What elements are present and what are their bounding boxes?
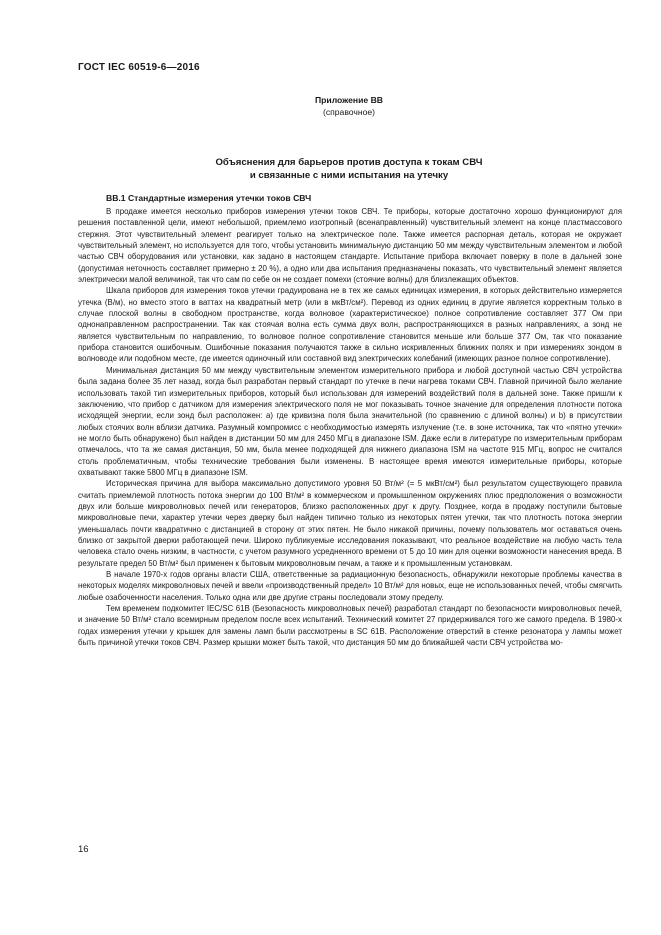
paragraph: В продаже имеется несколько приборов измерения утечки токов СВЧ. Те приборы, которые достаточно хорошо функционируют для решения поставленной цели, имеют небольшой, приемлемо изотропный (всенаправленный) чувствительный элемент на конце пластмассового стержня. Этот чувствительный элемент реагирует только на электрическое поле. Также имеется распорная деталь, которая не окружает чувствительный элемент, но используется для того, чтобы установить минимальную дистанцию 50 мм между чувствительным элементом и любой частью СВЧ оборудования или установки, как задано в настоящем стандарте. Испытание прибора включает поверку в поле в дальней зоне (допустимая неточность составляет примерно ± 20 %), а одно или два испытания предназначены показать, что чувствительный элемент является электрически малой величиной, так что сам по себе он не создает помехи (стоячие волны) для близлежащих объектов. (78, 207, 622, 285)
annex-title: Приложение ВВ (314, 95, 383, 105)
paragraph: Минимальная дистанция 50 мм между чувствительным элементом измерительного прибора и любой доступной частью СВЧ устройства была задана более 35 лет назад, когда был разработан первый стандарт по утечке в печи нагрева токами СВЧ. Главной причиной было желание использовать такой тип измерительных приборов, который был использован для измерений воздействий поля в дальней зоне. Также пришли к заключению, что прибор с датчиком для измерения электрического поля не мог показывать точное значение для определения плотности потока исходящей энергии, если зонд был расположен: a) где кривизна поля была значительной (по сравнению с длиной волны) и b) в присутствии любых стоячих волн вблизи датчика. Разумный компромисс с необходимостью измерять излучение (т.е. в зоне источника, так что «пятно утечки» не могло быть обнаружено) был найден в дистанции 50 мм для 2450 МГц в диапазоне ISM. Даже если в литературе по измерительным приборам отмечалось, что та же самая дистанция, 50 мм, была менее подходящей для нижнего диапазона ISM на частоте 915 МГц, вопрос не считался столь проблематичным, чтобы технические требования были изменены. В настоящее время имеются измерительные приборы, которые охватывают также 5800 МГц в диапазоне ISM. (78, 365, 622, 477)
paragraph: Историческая причина для выбора максимально допустимого уровня 50 Вт/м² (= 5 мкВт/см²) был результатом существующего правила считать приемлемой плотность потока энергии до 100 Вт/м² в коммерческом и промышленном окружениях плюс предположения о возможности двух или больше микроволновых печей или генераторов, близко расположенных друг к другу. Позднее, когда в продажу поступили бытовые микроволновые печи, характер утечки через дверку был найден типично только из некоторых пятен утечки, так что плотность потока энергии уменьшалась почти квадратично с дистанцией в сторону от этих пятен. Не было никакой причины, почему пользователь мог оставаться очень близко от закрытой дверки работающей печи. Широко публикуемые исследования показывают, что реальное воздействие на любую часть тела человека стало очень низким, в частности, с учетом разумного усредненного времени от 5 до 10 мин для оценки возможности нанесения вреда. В результате предел 50 Вт/м² был применен к бытовым микроволновым печам, а также и к промышленным установкам. (78, 479, 622, 568)
document-header: ГОСТ IEC 60519-6—2016 (78, 62, 200, 73)
paragraph: В начале 1970-х годов органы власти США, ответственные за радиационную безопасность, обнаружили некоторые проблемы качества в некоторых моделях микроволновых печей и ввели «производственный предел» 10 Вт/м² для новых, еще не использованных печей, чтобы смягчить любые озабоченности населения. Только одна или две другие страны последовали этому пределу. (78, 570, 622, 602)
annex-heading (78, 94, 620, 118)
title-line-1: Объяснения для барьеров против доступа к токам СВЧ (215, 157, 483, 168)
section-heading: ВВ.1 Стандартные измерения утечки токов СВЧ (106, 193, 312, 203)
title-line-2: и связанные с ними испытания на утечку (249, 170, 449, 181)
paragraph: Шкала приборов для измерения токов утечки градуирована не в тех же самых единицах измерения, в которых действительно измеряется утечка (В/м), но вместо этого в ваттах на квадратный метр (или в мкВт/см²). Перевод из одних единиц в другие является корректным только в случае плоской волны в свободном пространстве, когда волновое (характеристическое) полное сопротивление составляет 377 Ом при однонаправленном распространении. Так как стоячая волна есть сумма двух волн, распространяющихся в разных направлениях, а зонд не является чувствительным по направлению, то волновое полное сопротивление становится меньше или больше 377 Ом, так что показание прибора становится ошибочным. Ошибочные показания получаются также в сильно искривленных ближних полях и при измерениях зондом в волноводе или подобном месте, где имеется одиночный или составной вид электрических колебаний (имеющих разное полное сопротивление). (78, 286, 622, 364)
body-text (78, 206, 622, 648)
page-number: 16 (78, 844, 89, 855)
paragraph: Тем временем подкомитет IEC/SC 61B (Безопасность микроволновых печей) разработал стандарт по безопасности микроволновых печей, и значение 50 Вт/м² стало всемирным пределом после всех испытаний. Технический комитет 27 придерживался того же самого предела. В 1980-х годах измерения утечки у крышек для замены ламп были рассмотрены в SC 61B. Расположение отверстий в стенке резонатора у лампы может быть причиной утечки токов СВЧ. Размер крышки может быть такой, что дистанция 50 мм до ближайшей части СВЧ устройства мо- (78, 604, 622, 648)
annex-status: (справочное) (322, 107, 376, 117)
annex-main-title (78, 156, 620, 182)
